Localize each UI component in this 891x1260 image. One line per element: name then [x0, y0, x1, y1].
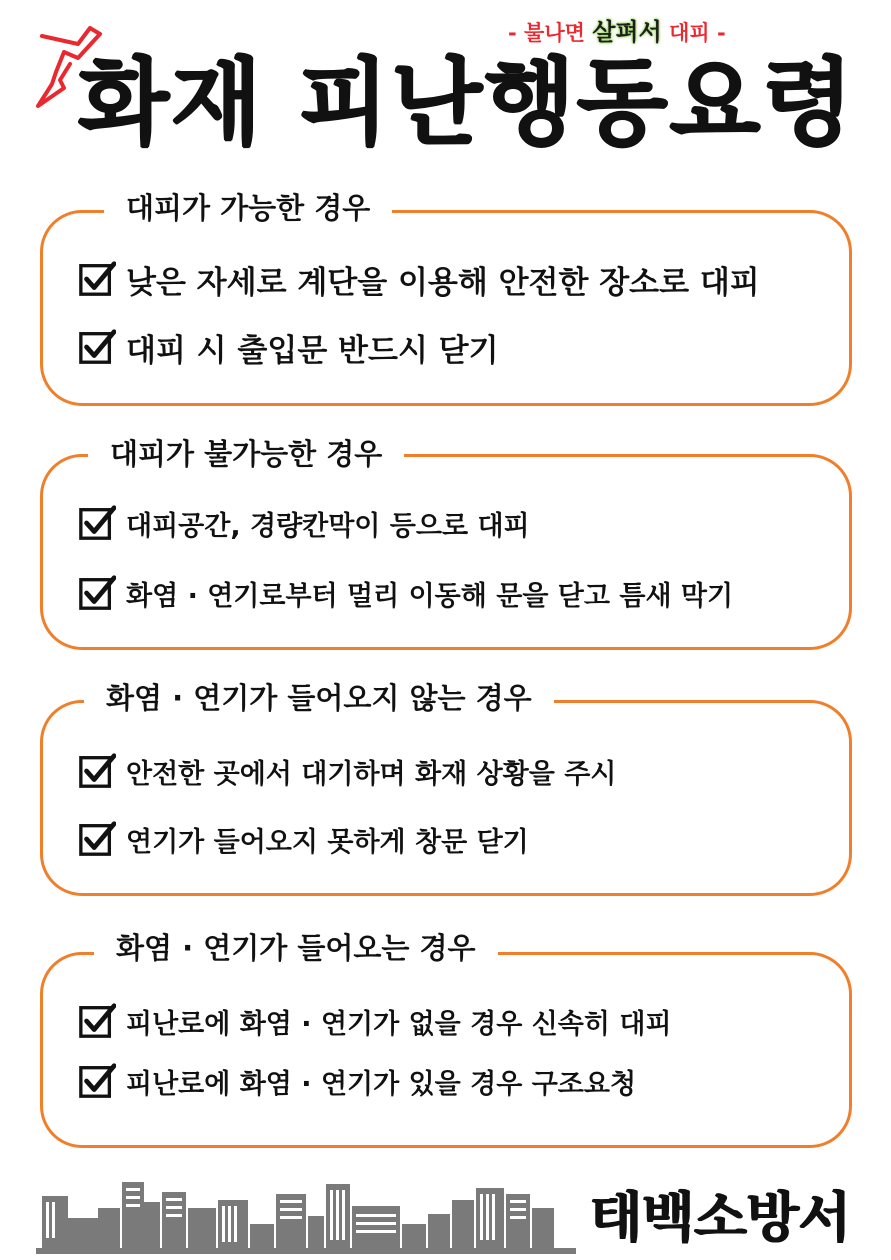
list-item [78, 570, 733, 616]
section-box [40, 952, 852, 1148]
section-title: 화염 · 연기가 들어오는 경우 [94, 926, 498, 970]
item-text: 연기가 들어오지 못하게 창문 닫기 [126, 826, 529, 858]
checkbox-checked-icon [78, 260, 116, 298]
item-text: 대피 시 출입문 반드시 닫기 [126, 332, 499, 369]
item-text: 안전한 곳에서 대기하며 화재 상황을 주시 [126, 758, 617, 790]
checkbox-checked-icon [78, 1002, 116, 1040]
section-box [40, 700, 852, 896]
item-text: 낮은 자세로 계단을 이용해 안전한 장소로 대피 [126, 264, 760, 301]
list-item [78, 748, 616, 794]
city-skyline-icon [36, 1174, 576, 1254]
section-box [40, 210, 852, 406]
checkbox-checked-icon [78, 752, 116, 790]
list-item [78, 256, 760, 302]
section-title: 화염 · 연기가 들어오지 않는 경우 [84, 676, 554, 720]
checkbox-checked-icon [78, 1062, 116, 1100]
list-item [78, 816, 529, 862]
item-text: 피난로에 화염 · 연기가 없을 경우 신속히 대피 [126, 1008, 672, 1040]
list-item [78, 500, 530, 546]
section-smoke-not-entering [40, 676, 852, 896]
list-item [78, 324, 499, 370]
section-title: 대피가 가능한 경우 [104, 186, 392, 230]
tagline-emphasis: 살펴서 [592, 18, 662, 46]
checkbox-checked-icon [78, 820, 116, 858]
list-item [78, 1058, 636, 1104]
tagline-left: - 불나면 [508, 21, 593, 45]
section-evacuation-impossible [40, 432, 852, 650]
item-text: 대피공간, 경량칸막이 등으로 대피 [126, 510, 530, 542]
fire-station-name: 태백소방서 [590, 1186, 851, 1249]
checkbox-checked-icon [78, 328, 116, 366]
section-smoke-entering [40, 926, 852, 1148]
tagline-right: 대피 - [661, 21, 726, 45]
section-evacuation-possible [40, 186, 852, 406]
checkbox-checked-icon [78, 574, 116, 612]
section-title: 대피가 불가능한 경우 [88, 432, 404, 476]
list-item [78, 998, 672, 1044]
section-box [40, 454, 852, 650]
page-title: 화재 피난행동요령 [78, 49, 856, 158]
item-text: 화염 · 연기로부터 멀리 이동해 문을 닫고 틈새 막기 [126, 580, 734, 612]
item-text: 피난로에 화염 · 연기가 있을 경우 구조요청 [126, 1068, 637, 1100]
checkbox-checked-icon [78, 504, 116, 542]
